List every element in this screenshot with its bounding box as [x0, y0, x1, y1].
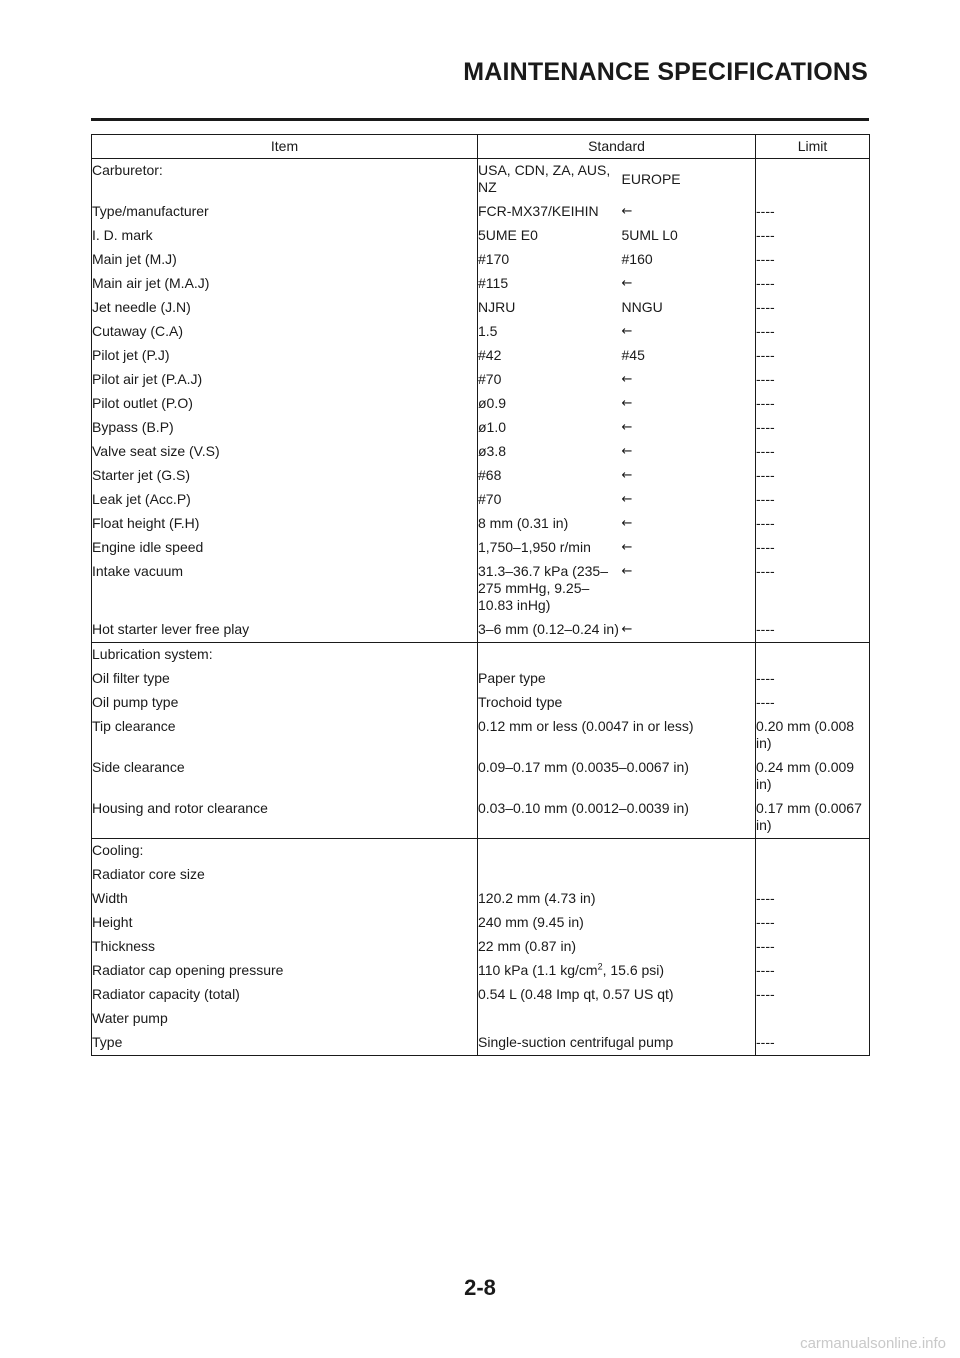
header-limit: Limit	[756, 135, 870, 159]
spec-item-label: Width	[92, 887, 478, 911]
spec-standard-value: #70	[478, 488, 622, 512]
spec-item-label: Radiator core size	[92, 863, 478, 887]
table-row	[92, 296, 870, 320]
spec-item-label: Radiator cap opening pressure	[92, 959, 478, 983]
spec-europe-value: ←	[621, 324, 633, 339]
spec-europe-value: ←	[621, 622, 633, 637]
spec-standard-value: 1,750–1,950 r/min	[478, 536, 622, 560]
spec-item-label: Main air jet (M.A.J)	[92, 272, 478, 296]
spec-limit-value: ----	[756, 536, 870, 560]
section-header-row	[92, 159, 870, 201]
spec-standard-value: 5UME E0	[478, 224, 622, 248]
spec-standard-value: 1.5	[478, 320, 622, 344]
spec-item-label: Thickness	[92, 935, 478, 959]
spec-limit-value: ----	[756, 272, 870, 296]
spec-standard-value: ø0.9	[478, 392, 622, 416]
spec-limit-value: ----	[756, 320, 870, 344]
section-title-cooling: Cooling:	[92, 839, 478, 864]
spec-limit-value: ----	[756, 935, 870, 959]
table-header-row	[92, 135, 870, 159]
spec-standard-value: 0.09–0.17 mm (0.0035–0.0067 in)	[478, 756, 756, 797]
spec-standard-value: 120.2 mm (4.73 in)	[478, 887, 756, 911]
spec-limit-value: ----	[756, 296, 870, 320]
spec-standard-value: 0.03–0.10 mm (0.0012–0.0039 in)	[478, 797, 756, 839]
spec-standard-value: #68	[478, 464, 622, 488]
spec-limit-value: ----	[756, 887, 870, 911]
spec-europe-value: #45	[621, 347, 645, 363]
spec-standard-value: 3–6 mm (0.12–0.24 in)	[478, 618, 622, 643]
spec-standard-value: 0.54 L (0.48 Imp qt, 0.57 US qt)	[478, 983, 756, 1007]
spec-limit-value: ----	[756, 691, 870, 715]
table-row	[92, 248, 870, 272]
spec-item-label: Type	[92, 1031, 478, 1056]
page-number: 2-8	[464, 1275, 496, 1300]
spec-limit-value: ----	[756, 983, 870, 1007]
table-row	[92, 667, 870, 691]
spec-standard-value: Single-suction centrifugal pump	[478, 1031, 756, 1056]
spec-item-label: Water pump	[92, 1007, 478, 1031]
spec-item-label: Type/manufacturer	[92, 200, 478, 224]
spec-standard-value: NJRU	[478, 296, 622, 320]
table-row	[92, 1031, 870, 1056]
spec-item-label: Bypass (B.P)	[92, 416, 478, 440]
spec-limit-value: ----	[756, 440, 870, 464]
spec-limit-value: ----	[756, 416, 870, 440]
spec-europe-value: ←	[621, 468, 633, 483]
carburetor-rows	[92, 200, 870, 643]
spec-item-label: Pilot air jet (P.A.J)	[92, 368, 478, 392]
table-row	[92, 320, 870, 344]
spec-standard-value: #170	[478, 248, 622, 272]
spec-item-label: Oil pump type	[92, 691, 478, 715]
spec-europe-value: NNGU	[621, 299, 663, 315]
region-europe-label: EUROPE	[622, 159, 756, 201]
table-row	[92, 691, 870, 715]
spec-item-label: Main jet (M.J)	[92, 248, 478, 272]
spec-standard-value: 31.3–36.7 kPa (235–275 mmHg, 9.25–10.83 inHg)	[478, 560, 622, 618]
spec-item-label: Leak jet (Acc.P)	[92, 488, 478, 512]
spec-limit-value: ----	[756, 560, 870, 618]
table-row	[92, 618, 870, 643]
spec-limit-value: ----	[756, 248, 870, 272]
spec-limit-value: 0.24 mm (0.009 in)	[756, 756, 870, 797]
lubrication-rows	[92, 667, 870, 839]
table-row	[92, 488, 870, 512]
page-title: MAINTENANCE SPECIFICATIONS	[463, 58, 868, 86]
table-row	[92, 368, 870, 392]
header-standard: Standard	[478, 135, 756, 159]
table-row	[92, 1007, 870, 1031]
table-row	[92, 959, 870, 983]
spec-europe-value: ←	[621, 444, 633, 459]
spec-europe-value: ←	[621, 540, 633, 555]
spec-standard-value: Trochoid type	[478, 691, 756, 715]
spec-item-label: Intake vacuum	[92, 560, 478, 618]
section-header-row	[92, 839, 870, 864]
spec-limit-value: ----	[756, 200, 870, 224]
table-row	[92, 392, 870, 416]
spec-europe-value: #160	[621, 251, 653, 267]
table-row	[92, 224, 870, 248]
table-row	[92, 344, 870, 368]
spec-item-label: Height	[92, 911, 478, 935]
spec-item-label: Oil filter type	[92, 667, 478, 691]
spec-europe-value: ←	[621, 372, 633, 387]
table-row	[92, 512, 870, 536]
spec-item-label: Starter jet (G.S)	[92, 464, 478, 488]
spec-europe-value: ←	[621, 516, 633, 531]
spec-limit-value: ----	[756, 667, 870, 691]
spec-standard-value: FCR-MX37/KEIHIN	[478, 200, 622, 224]
spec-europe-value: ←	[621, 420, 633, 435]
spec-standard-value: 110 kPa (1.1 $kg/cm^2$, 15.6 psi)	[478, 959, 756, 983]
spec-standard-value: 8 mm (0.31 in)	[478, 512, 622, 536]
spec-limit-value: ----	[756, 464, 870, 488]
spec-standard-value: #70	[478, 368, 622, 392]
spec-limit-value: ----	[756, 344, 870, 368]
spec-item-label: Tip clearance	[92, 715, 478, 756]
title-divider	[91, 118, 869, 121]
table-row	[92, 983, 870, 1007]
spec-standard-value: ø3.8	[478, 440, 622, 464]
spec-standard-value: #42	[478, 344, 622, 368]
table-row	[92, 756, 870, 797]
spec-limit-value: ----	[756, 959, 870, 983]
spec-limit-value: ----	[756, 368, 870, 392]
spec-item-label: Float height (F.H)	[92, 512, 478, 536]
spec-limit-value: ----	[756, 512, 870, 536]
spec-standard-value: 0.12 mm or less (0.0047 in or less)	[478, 715, 756, 756]
table-row	[92, 464, 870, 488]
header-item: Item	[92, 135, 478, 159]
spec-limit-value: 0.17 mm (0.0067 in)	[756, 797, 870, 839]
spec-standard-value: 22 mm (0.87 in)	[478, 935, 756, 959]
spec-limit-value: ----	[756, 1031, 870, 1056]
specifications-table	[91, 134, 870, 1056]
spec-limit-value: ----	[756, 618, 870, 643]
watermark: carmanualsonline.info	[800, 1335, 946, 1352]
table-row	[92, 272, 870, 296]
spec-europe-value: ←	[621, 276, 633, 291]
spec-europe-value: ←	[621, 564, 633, 579]
spec-item-label: Valve seat size (V.S)	[92, 440, 478, 464]
spec-limit-value: ----	[756, 911, 870, 935]
spec-item-label: Housing and rotor clearance	[92, 797, 478, 839]
spec-standard-value: 240 mm (9.45 in)	[478, 911, 756, 935]
spec-item-label: Radiator capacity (total)	[92, 983, 478, 1007]
table-row	[92, 935, 870, 959]
table-row	[92, 560, 870, 618]
spec-item-label: Side clearance	[92, 756, 478, 797]
table-row	[92, 536, 870, 560]
spec-limit-value: 0.20 mm (0.008 in)	[756, 715, 870, 756]
table-row	[92, 440, 870, 464]
table-row	[92, 200, 870, 224]
spec-item-label: Pilot jet (P.J)	[92, 344, 478, 368]
section-header-row	[92, 643, 870, 668]
spec-standard-value: Paper type	[478, 667, 756, 691]
spec-item-label: Cutaway (C.A)	[92, 320, 478, 344]
table-row	[92, 715, 870, 756]
spec-limit-value: ----	[756, 224, 870, 248]
spec-item-label: I. D. mark	[92, 224, 478, 248]
spec-limit-value: ----	[756, 392, 870, 416]
section-title-lubrication: Lubrication system:	[92, 643, 478, 668]
spec-standard-value: ø1.0	[478, 416, 622, 440]
spec-europe-value: ←	[621, 204, 633, 219]
spec-europe-value: 5UML L0	[621, 227, 678, 243]
spec-item-label: Hot starter lever free play	[92, 618, 478, 643]
spec-item-label: Engine idle speed	[92, 536, 478, 560]
spec-item-label: Pilot outlet (P.O)	[92, 392, 478, 416]
table-row	[92, 797, 870, 839]
table-row	[92, 887, 870, 911]
spec-item-label: Jet needle (J.N)	[92, 296, 478, 320]
spec-limit-value: ----	[756, 488, 870, 512]
table-row	[92, 863, 870, 887]
table-row	[92, 911, 870, 935]
spec-europe-value: ←	[621, 492, 633, 507]
spec-standard-value: #115	[478, 272, 622, 296]
spec-europe-value: ←	[621, 396, 633, 411]
region-usa-label: USA, CDN, ZA, AUS, NZ	[478, 159, 622, 201]
table-row	[92, 416, 870, 440]
section-title-carburetor: Carburetor:	[92, 159, 478, 201]
